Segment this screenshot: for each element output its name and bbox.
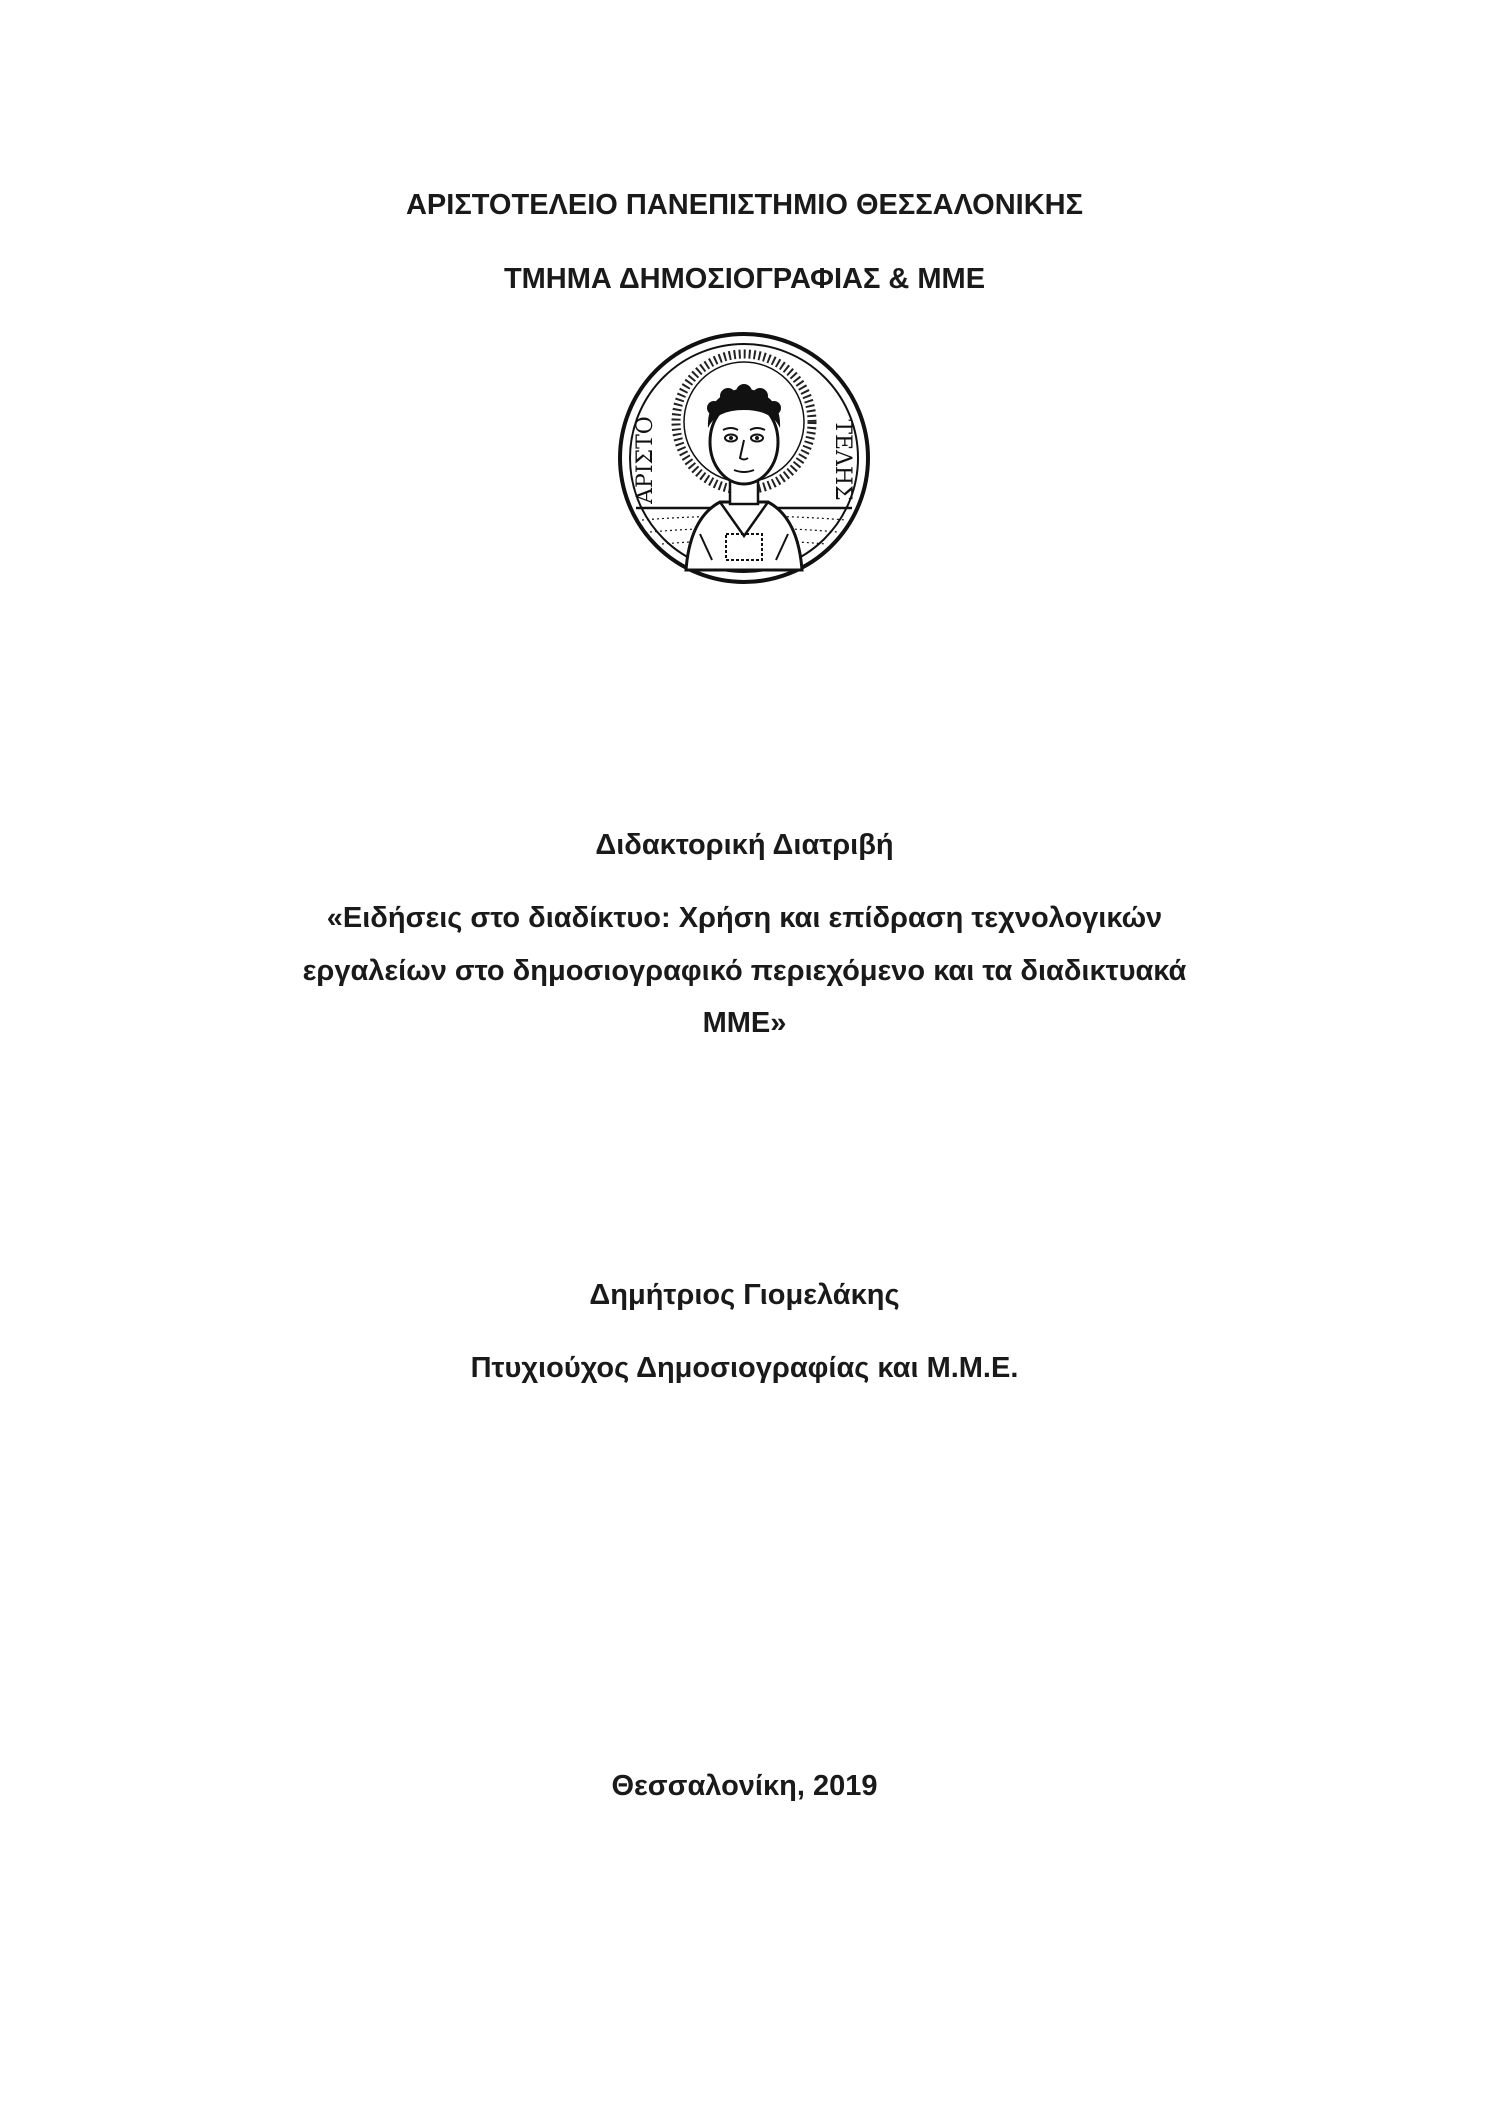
author-name: Δημήτριος Γιομελάκης: [589, 1279, 900, 1311]
seal-inscription-right: ΤΕΛΗΣ: [830, 419, 855, 501]
thesis-title-line-2: εργαλείων στο δημοσιογραφικό περιεχόμενο και τα διαδικτυακά: [302, 955, 1187, 987]
thesis-title-line-1: «Ειδήσεις στο διαδίκτυο: Χρήση και επίδραση τεχνολογικών: [326, 902, 1163, 934]
document-type: Διδακτορική Διατριβή: [595, 829, 894, 861]
place-and-date: Θεσσαλονίκη, 2019: [611, 1770, 878, 1802]
department-name: ΤΜΗΜΑ ΔΗΜΟΣΙΟΓΡΑΦΙΑΣ & ΜΜΕ: [503, 263, 986, 295]
author-degree: Πτυχιούχος Δημοσιογραφίας και Μ.Μ.Ε.: [470, 1352, 1019, 1384]
university-name: ΑΡΙΣΤΟΤΕΛΕΙΟ ΠΑΝΕΠΙΣΤΗΜΙΟ ΘΕΣΣΑΛΟΝΙΚΗΣ: [405, 189, 1084, 221]
university-seal-icon: [616, 330, 872, 586]
seal-inscription-left: ΑΡΙΣΤΟ: [633, 416, 658, 504]
thesis-title-line-3: ΜΜΕ»: [702, 1007, 787, 1039]
